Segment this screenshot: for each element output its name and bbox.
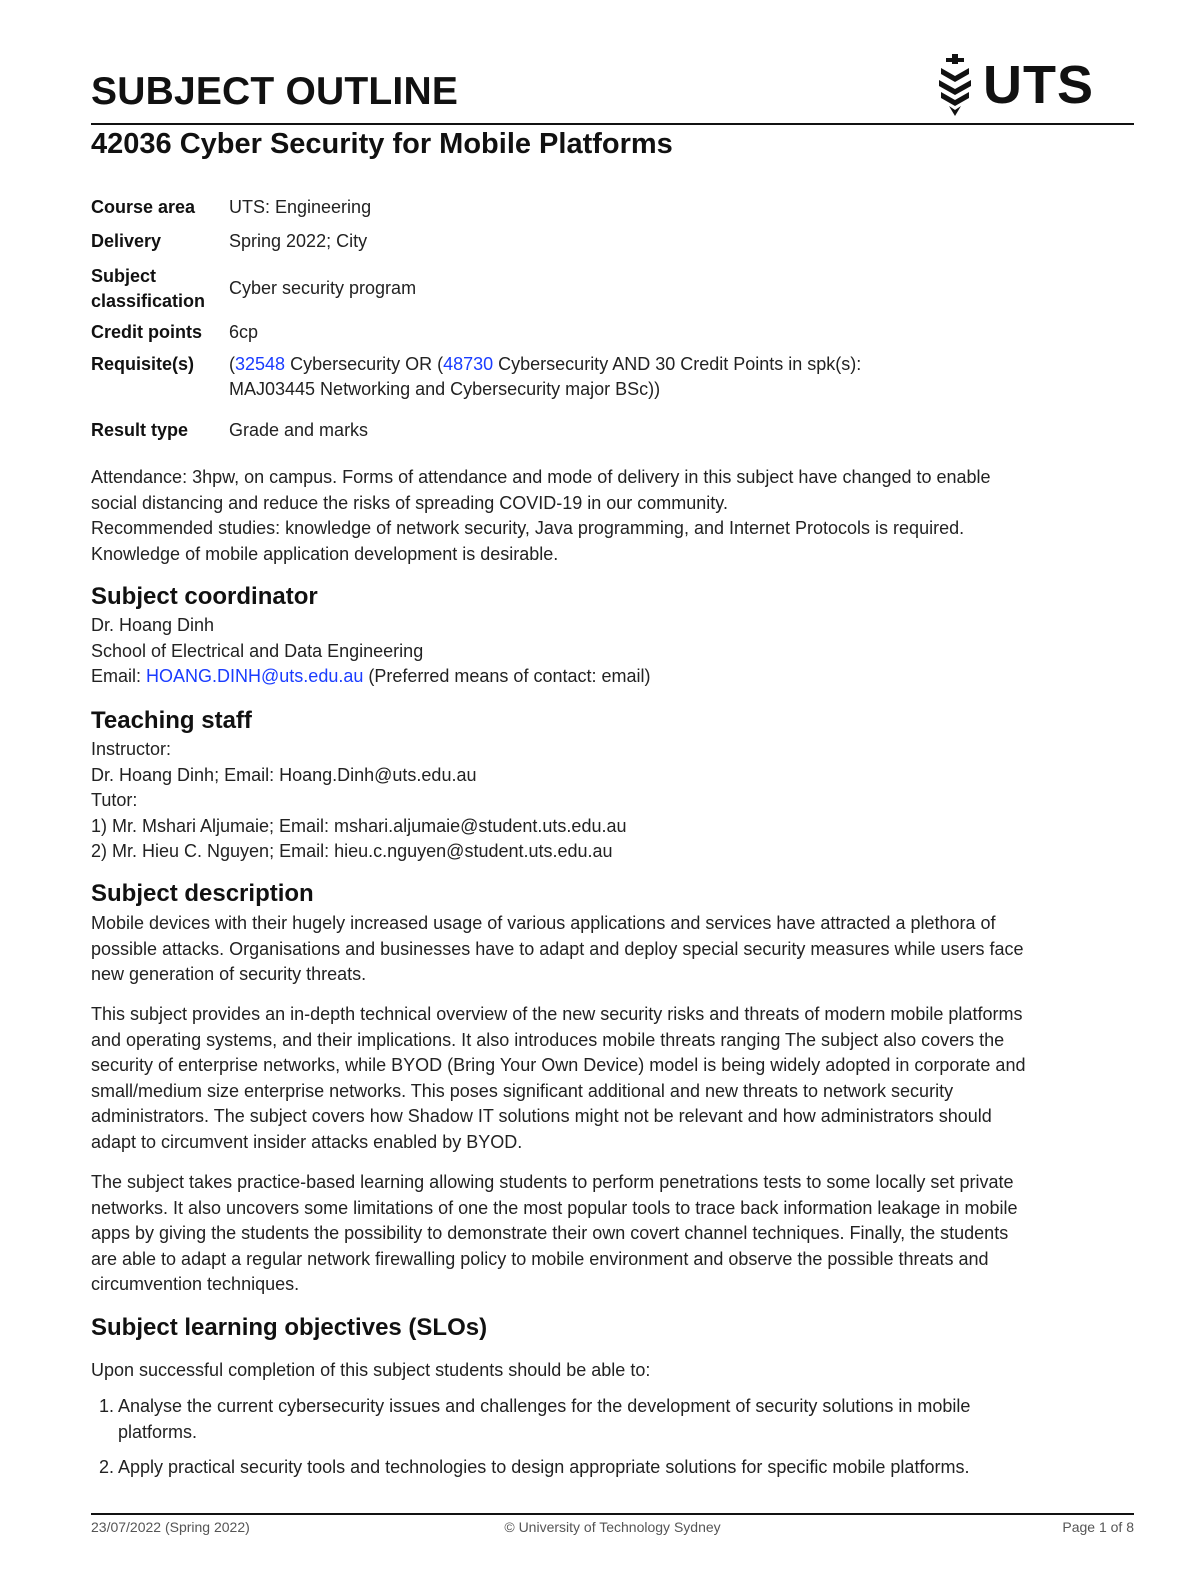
requisites-text-1: Cybersecurity OR ( — [285, 354, 444, 374]
document-page — [91, 0, 1134, 1590]
description-line: The subject takes practice-based learning allowing students to perform penetrations tests to some locally set private — [91, 1172, 1014, 1192]
staff-line: Instructor: — [91, 739, 172, 759]
classification-value: Cyber security program — [229, 278, 417, 298]
requisite-link-32548[interactable]: 32548 — [235, 354, 286, 374]
uts-logo — [935, 52, 1094, 118]
teaching-staff-block — [91, 737, 1134, 865]
description-line: are able to adapt a regular network firewalling policy to mobile environment and observe the possible threats and — [91, 1248, 989, 1269]
slo-intro-text: Upon successful completion of this subject students should be able to: — [91, 1360, 651, 1380]
slo-list — [91, 1394, 1134, 1491]
footer-page-number: Page 1 of 8 — [1062, 1519, 1134, 1535]
coordinator-name: Dr. Hoang Dinh — [91, 615, 215, 635]
staff-line: 2) Mr. Hieu C. Nguyen; Email: hieu.c.nguyen@student.uts.edu.au — [91, 841, 613, 862]
description-line: administrators. The subject covers how Shadow IT solutions might not be relevant and how administrators should — [91, 1106, 992, 1127]
classification-label — [91, 260, 229, 317]
slo-text-line: Apply practical security tools and technologies to design appropriate solutions for specific mobile platforms. — [118, 1457, 970, 1478]
staff-line: Dr. Hoang Dinh; Email: Hoang.Dinh@uts.edu.au — [91, 764, 477, 785]
description-line: possible attacks. Organisations and businesses have to adapt and deploy special security measures while users face — [91, 938, 1024, 959]
slo-text-line: platforms. — [118, 1421, 198, 1442]
details-row-delivery — [91, 222, 861, 260]
requisite-link-48730[interactable]: 48730 — [443, 354, 494, 374]
attendance-line: Attendance: 3hpw, on campus. Forms of attendance and mode of delivery in this subject have changed to enable — [91, 467, 991, 487]
subject-title: 42036 Cyber Security for Mobile Platforms — [91, 128, 673, 160]
description-line: new generation of security threats. — [91, 964, 367, 985]
subject-details-table — [91, 192, 861, 445]
document-title: SUBJECT OUTLINE — [91, 70, 459, 113]
subject-description-heading: Subject description — [91, 880, 314, 907]
slo-number: 1. — [99, 1396, 115, 1416]
subject-coordinator-heading: Subject coordinator — [91, 583, 318, 610]
teaching-staff-heading: Teaching staff — [91, 707, 252, 734]
attendance-line: social distancing and reduce the risks of spreading COVID-19 in our community. — [91, 492, 728, 513]
details-row-result-type — [91, 415, 861, 445]
description-line: security of enterprise networks, while BYOD (Bring Your Own Device) model is being widely adopted in corporate and — [91, 1055, 1026, 1076]
classification-label-line1: Subject — [91, 265, 157, 286]
staff-line: 1) Mr. Mshari Aljumaie; Email: mshari.aljumaie@student.uts.edu.au — [91, 815, 627, 836]
credit-points-value: 6cp — [229, 322, 259, 342]
slo-heading: Subject learning objectives (SLOs) — [91, 1314, 488, 1341]
slo-item — [91, 1455, 1134, 1481]
slo-number: 2. — [99, 1457, 115, 1478]
slo-intro — [91, 1358, 1134, 1384]
details-row-requisites — [91, 348, 861, 415]
credit-points-label: Credit points — [91, 322, 202, 342]
slo-item — [91, 1394, 1134, 1445]
description-line: Mobile devices with their hugely increased usage of various applications and services have attracted a plethora of — [91, 913, 996, 933]
email-note: (Preferred means of contact: email) — [363, 666, 651, 687]
description-line: adapt to circumvent insider attacks enabled by BYOD. — [91, 1131, 523, 1152]
delivery-label: Delivery — [91, 230, 162, 251]
description-line: circumvention techniques. — [91, 1274, 300, 1295]
description-paragraph-3 — [91, 1170, 1134, 1298]
coordinator-block — [91, 613, 1134, 690]
requisites-value — [229, 348, 861, 415]
description-line: networks. It also uncovers some limitations of one the most popular tools to trace back information leakage in mobile — [91, 1197, 1018, 1218]
staff-line: Tutor: — [91, 790, 138, 811]
footer-divider — [91, 1513, 1134, 1515]
requisites-open-paren: ( — [229, 354, 235, 374]
email-label: Email: — [91, 666, 147, 687]
slo-text-line: Analyse the current cybersecurity issues and challenges for the development of security solutions in mobile — [118, 1396, 971, 1416]
requisites-label: Requisite(s) — [91, 354, 195, 374]
coordinator-email-link[interactable]: HOANG.DINH@uts.edu.au — [146, 666, 364, 687]
uts-crest-icon — [935, 54, 975, 116]
recommended-studies-line: Recommended studies: knowledge of network security, Java programming, and Internet Protocols is required. — [91, 518, 965, 539]
details-row-course-area — [91, 192, 861, 222]
description-line: apps by giving the students the possibility to demonstrate their own covert channel techniques. Finally, the students — [91, 1223, 1009, 1244]
coordinator-email-line — [91, 664, 1134, 690]
details-row-classification — [91, 260, 861, 317]
result-type-value: Grade and marks — [229, 419, 369, 440]
description-line: small/medium size enterprise networks. This poses significant additional and new threats to network security — [91, 1080, 954, 1101]
header-divider — [91, 123, 1134, 125]
course-area-label: Course area — [91, 196, 196, 217]
coordinator-school: School of Electrical and Data Engineering — [91, 640, 424, 661]
description-line: This subject provides an in-depth technical overview of the new security risks and threats of modern mobile platforms — [91, 1004, 1023, 1024]
details-row-credit-points — [91, 317, 861, 348]
description-paragraph-1 — [91, 911, 1134, 988]
course-area-value: UTS: Engineering — [229, 196, 372, 217]
result-type-label: Result type — [91, 419, 189, 440]
requisites-text-2: Cybersecurity AND 30 Credit Points in spk(s): — [493, 354, 862, 374]
description-line: and operating systems, and their implications. It also introduces mobile threats ranging The subject also covers the — [91, 1029, 1005, 1050]
attendance-block — [91, 465, 1134, 567]
delivery-value: Spring 2022; City — [229, 230, 368, 251]
footer-date: 23/07/2022 (Spring 2022) — [91, 1519, 250, 1535]
recommended-studies-line: Knowledge of mobile application development is desirable. — [91, 543, 559, 564]
classification-label-line2: classification — [91, 290, 206, 311]
description-paragraph-2 — [91, 1002, 1134, 1156]
requisites-line-2: MAJ03445 Networking and Cybersecurity major BSc)) — [229, 379, 661, 399]
footer-copyright: © University of Technology Sydney — [504, 1519, 721, 1535]
uts-logo-text: UTS — [983, 55, 1094, 115]
